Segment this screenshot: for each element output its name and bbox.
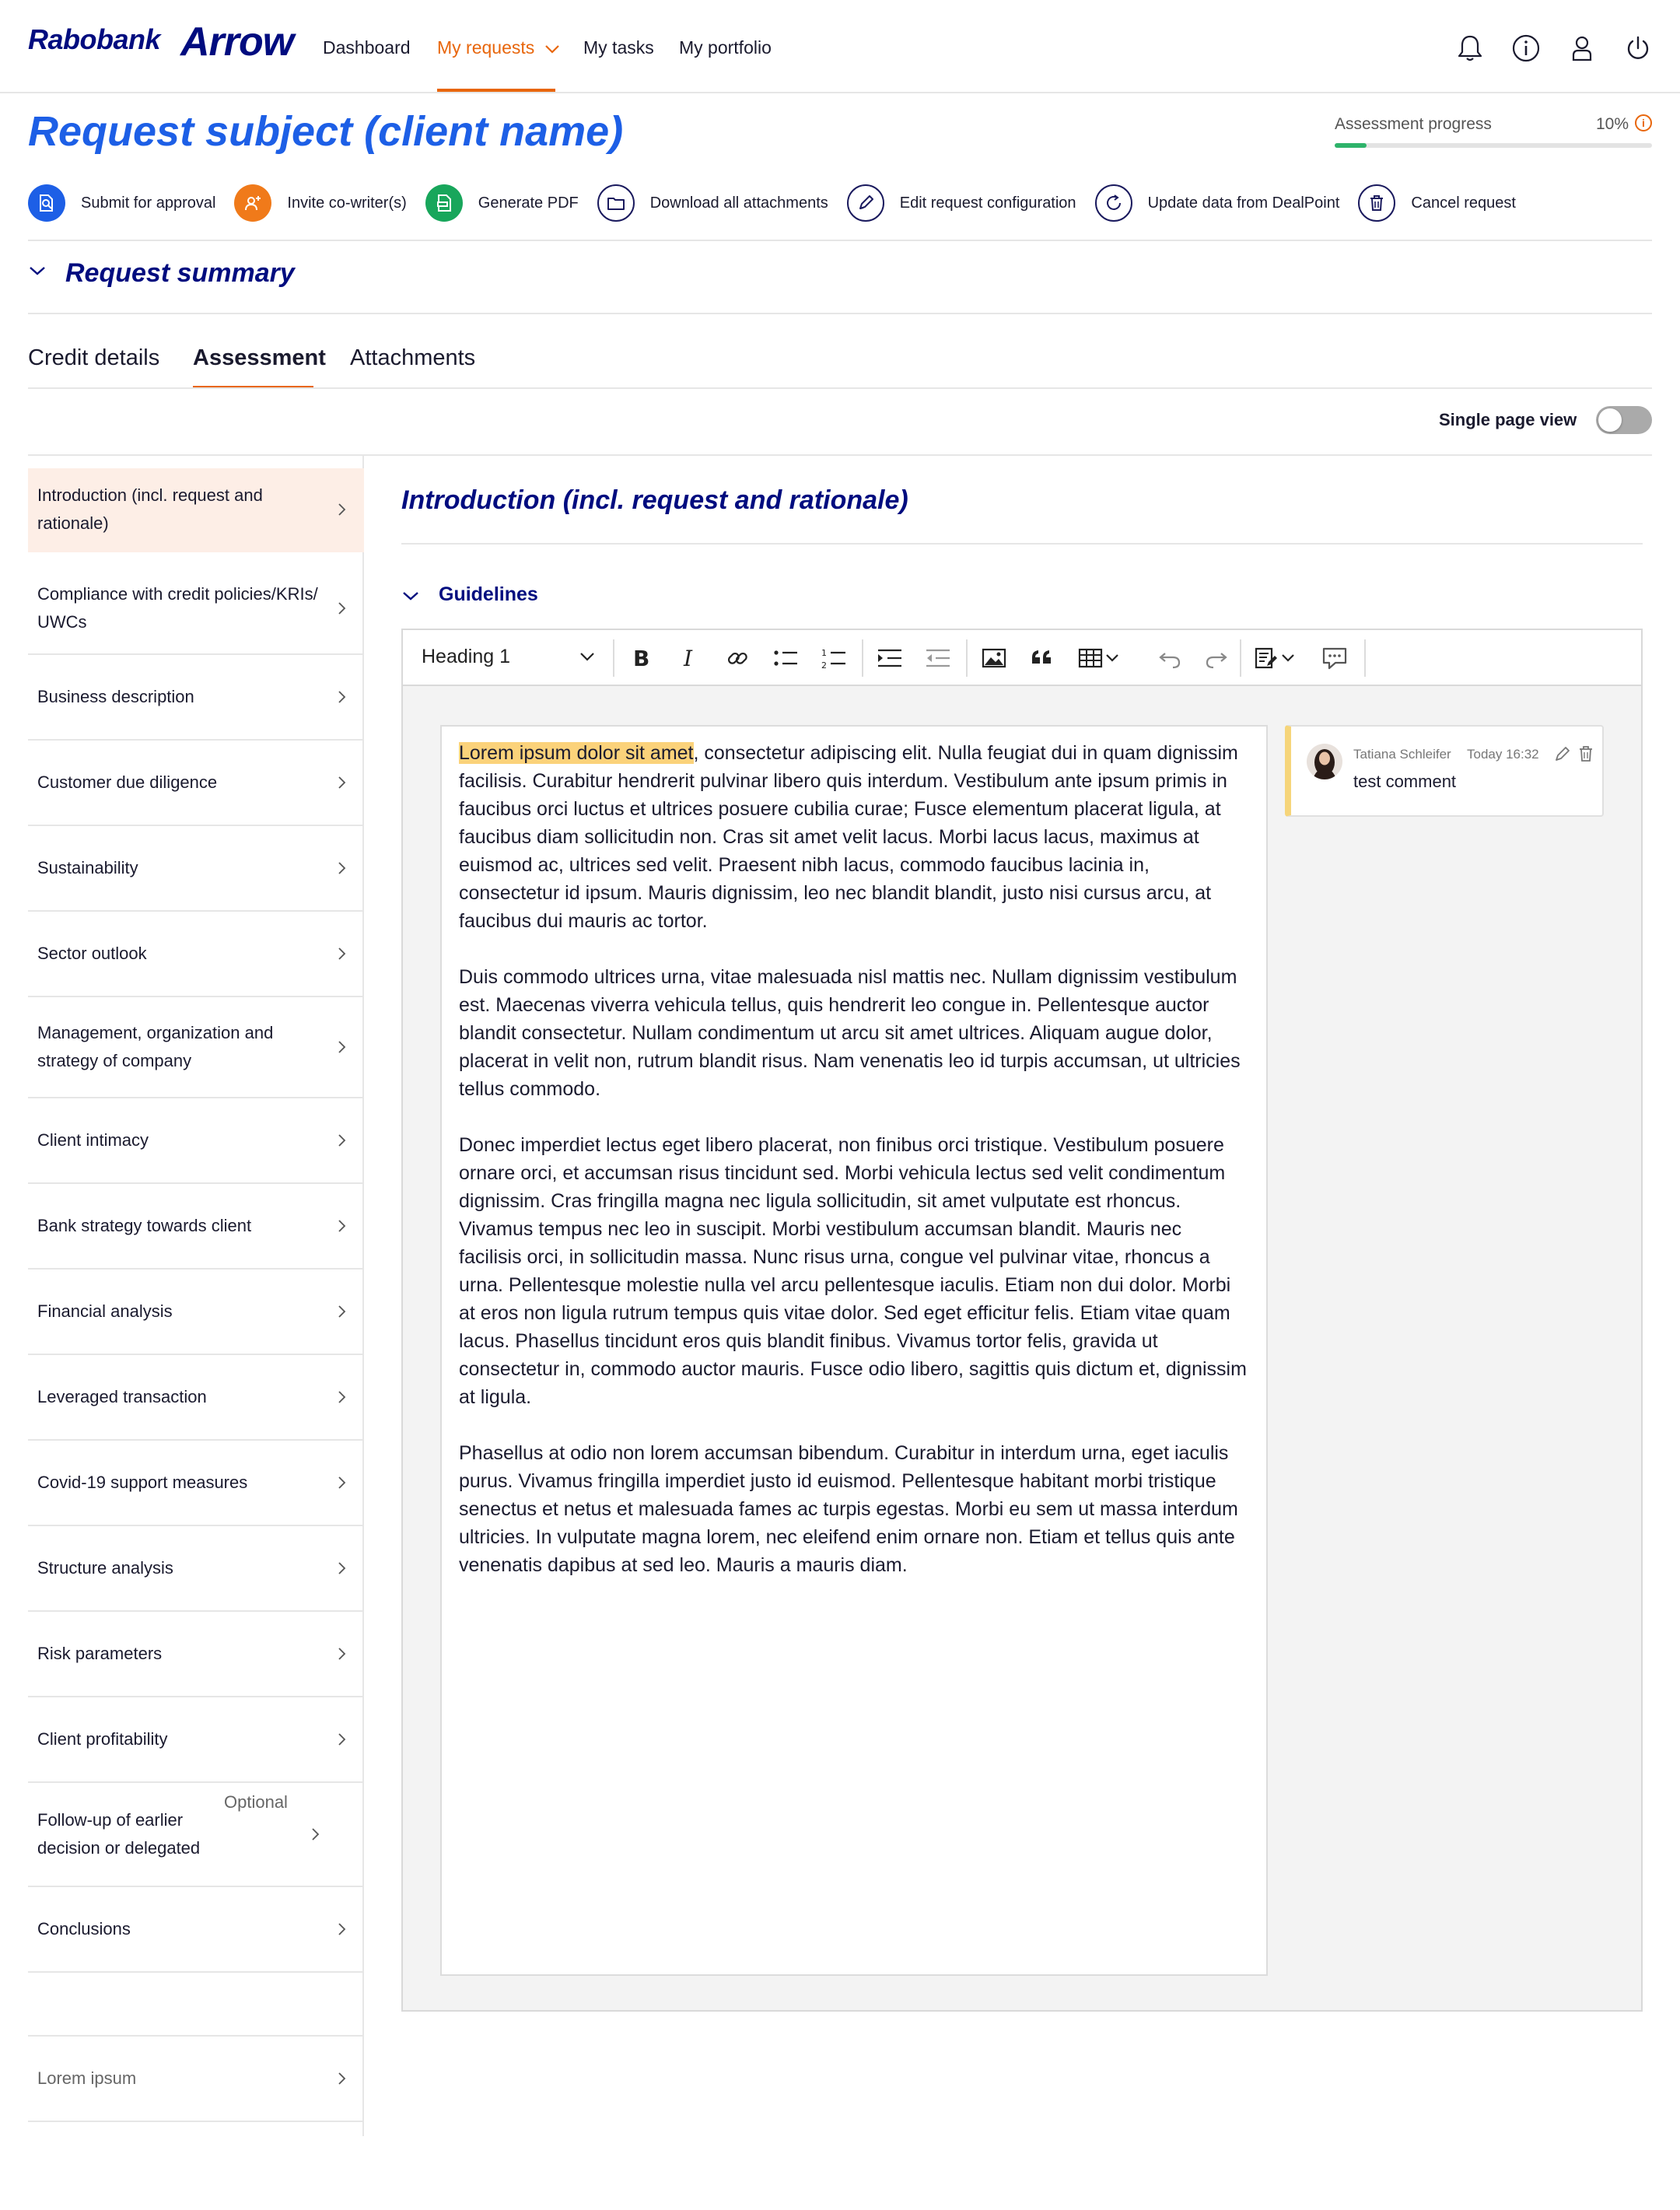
divider [401, 543, 1643, 545]
sidebar-item-label: Customer due diligence [37, 772, 218, 792]
request-actions-toolbar [28, 184, 1535, 222]
heading-select[interactable]: Heading 1 [422, 646, 510, 667]
download-all-attachments-button[interactable] [597, 184, 828, 222]
sidebar-item-leveraged-transaction[interactable] [28, 1355, 364, 1441]
chevron-right-icon [334, 947, 348, 961]
generate-pdf-label: Generate PDF [478, 194, 579, 212]
toolbar-separator [862, 639, 863, 677]
invite-icon [234, 184, 271, 222]
sidebar-item-label: Sector outlook [37, 944, 147, 963]
progress-bar [1335, 143, 1652, 148]
nav-dashboard[interactable]: Dashboard [323, 37, 411, 58]
pencil-icon[interactable] [1552, 744, 1573, 764]
download-all-attachments-label: Download all attachments [649, 194, 828, 212]
divider [28, 240, 1652, 241]
sidebar-item-sustainability[interactable] [28, 826, 364, 912]
svg-text:1: 1 [821, 648, 827, 658]
editor-toolbar [403, 630, 1641, 686]
top-navigation [0, 0, 1680, 93]
sidebar-item-financial-analysis[interactable] [28, 1270, 364, 1355]
outdent-icon[interactable] [922, 643, 954, 674]
sidebar-item-client-intimacy[interactable] [28, 1098, 364, 1184]
rich-text-editor [401, 629, 1643, 2012]
sidebar-item-label: Client profitability [37, 1729, 168, 1749]
chevron-right-icon [334, 2072, 348, 2086]
chevron-right-icon [334, 690, 348, 704]
chevron-right-icon [334, 1732, 348, 1746]
sidebar-item-structure-analysis[interactable] [28, 1526, 364, 1612]
sidebar-item-label: Conclusions [37, 1919, 131, 1939]
sidebar-item-compliance[interactable] [28, 563, 364, 655]
progress-bar-fill [1335, 143, 1367, 148]
divider [28, 387, 1652, 389]
table-icon[interactable] [1075, 643, 1106, 674]
comment-time: Today 16:32 [1467, 747, 1539, 762]
chevron-right-icon [334, 503, 348, 517]
toolbar-separator [1364, 639, 1366, 677]
bold-icon[interactable] [625, 643, 656, 674]
comment-icon[interactable] [1319, 643, 1350, 674]
trash-icon[interactable] [1576, 744, 1596, 764]
tab-assessment[interactable]: Assessment [193, 345, 326, 370]
nav-my-requests-label: My requests [437, 37, 535, 58]
edit-request-configuration-button[interactable] [847, 184, 1076, 222]
optional-badge: Optional [224, 1792, 288, 1812]
sidebar-item-label: Client intimacy [37, 1130, 149, 1150]
chevron-down-icon[interactable] [28, 264, 47, 281]
sidebar-item-label: Risk parameters [37, 1644, 163, 1663]
chevron-down-icon[interactable] [1103, 643, 1122, 674]
tab-attachments[interactable]: Attachments [350, 345, 476, 370]
update-from-dealpoint-label: Update data from DealPoint [1147, 194, 1340, 212]
power-icon[interactable] [1621, 31, 1655, 65]
blockquote-icon[interactable] [1027, 643, 1058, 674]
cancel-request-label: Cancel request [1411, 194, 1516, 212]
divider [28, 313, 1652, 314]
single-page-view-label: Single page view [1439, 410, 1577, 429]
sidebar-item-empty [28, 1973, 364, 2037]
request-summary-toggle[interactable]: Request summary [65, 258, 295, 288]
chevron-right-icon [334, 1922, 348, 1936]
chevron-right-icon [334, 1476, 348, 1490]
sidebar-item-label: Structure analysis [37, 1558, 173, 1578]
invite-co-writers-button[interactable] [234, 184, 406, 222]
bulleted-list-icon[interactable] [770, 643, 801, 674]
svg-text:B: B [633, 646, 650, 670]
chevron-right-icon [334, 1040, 348, 1054]
folder-icon [597, 184, 635, 222]
pdf-icon [425, 184, 463, 222]
rabobank-logo[interactable]: Rabobank [28, 23, 161, 55]
sidebar-item-lorem-ipsum[interactable] [28, 2037, 364, 2122]
sidebar-item-label: Financial analysis [37, 1301, 173, 1321]
chevron-down-icon[interactable] [401, 590, 420, 606]
edit-request-configuration-label: Edit request configuration [899, 194, 1076, 212]
chevron-down-icon [544, 44, 560, 54]
submit-for-approval-label: Submit for approval [81, 194, 216, 212]
toolbar-separator [613, 639, 614, 677]
sidebar-item-label: Leveraged transaction [37, 1387, 207, 1406]
comment-text: test comment [1353, 772, 1457, 791]
sidebar-item-client-profitability[interactable] [28, 1697, 364, 1783]
toolbar-separator [966, 639, 968, 677]
update-from-dealpoint-button[interactable] [1095, 184, 1340, 222]
chevron-right-icon [334, 1305, 348, 1319]
numbered-list-icon[interactable] [818, 643, 849, 674]
chevron-right-icon [334, 601, 348, 615]
submit-for-approval-button[interactable] [28, 184, 215, 222]
undo-icon[interactable] [1154, 643, 1185, 674]
chevron-right-icon [308, 1827, 322, 1841]
image-icon[interactable] [978, 643, 1010, 674]
app-name[interactable]: Arrow [180, 19, 294, 65]
sidebar-item-bank-strategy[interactable] [28, 1184, 364, 1270]
sidebar-item-covid-measures[interactable] [28, 1441, 364, 1526]
chevron-right-icon [334, 1219, 348, 1233]
chevron-right-icon [334, 1561, 348, 1575]
paragraph: Duis commodo ultrices urna, vitae malesuada nisl mattis nec. Nullam dignissim vestibulum est. Maecenas viverra vehicula tellus, quis hendrerit leo congue in. Pellentesque auctor blandit consectetur. Nullam condimentum ut arcu sit amet ultrices. Aliquam augue dolor, placerat in velit non, rutrum blandit risus. Nam venenatis leo id turpis accumsan, ut ultricies tellus commodo. [459, 966, 1241, 1100]
sidebar-item-customer-due-diligence[interactable] [28, 741, 364, 826]
svg-text:2: 2 [821, 660, 827, 670]
sidebar-item-introduction[interactable] [28, 468, 364, 552]
paragraph: Donec imperdiet lectus eget libero placerat, non finibus orci tristique. Vestibulum posuere ornare orci, et accumsan risus tincidunt sed. Morbi vehicula lectus sed velit condimentum dignissim. Cras fringilla magna nec ligula sollicitudin, sit amet vulputate est rhoncus. Vivamus tempus nec leo in suscipit. Morbi vestibulum accumsan blandit. Mauris nec facilisis orci, in sollicitudin massa. Nunc risus urna, congue vel pulvinar vitae, rhoncus a urna. Pellentesque molestie nulla vel arcu pellentesque iaculis. Etiam non dui dolor. Morbi at eros non ligula rutrum tempus quis vitae dolor. Sed eget efficitur felis. Etiam vitae quam lacus. Phasellus tincidunt eros quis blandit finibus. Vivamus tortor felis, gravida ut consectetur in, commodo auctor mauris. Fusce odio libero, sagittis quis dictum et, dignissim at ligula. [459, 1134, 1247, 1408]
user-icon[interactable] [1565, 31, 1599, 65]
paragraph-text: , consectetur adipiscing elit. Nulla feugiat dui in quam dignissim facilisis. Curabitur hendrerit pulvinar libero quis interdum. Vestibulum ante ipsum primis in faucibus orci luctus et ultrices posuere cubilia curae; Fusce elementum placerat ligula, at faucibus diam sollicitudin non. Cras sit amet velit lacus. Morbi lacus lacus, maximus at euismod ac, ultrices sed velit. Praesent nibh lacus, commodo faucibus lacinia in, consectetur id ipsum. Mauris dignissim, leo nec blandit blandit, justo nisi cursus arcu, at faucibus dui mauris ac tortor. [459, 742, 1238, 932]
nav-my-requests[interactable] [437, 37, 560, 58]
nav-my-portfolio[interactable]: My portfolio [679, 37, 772, 58]
indent-icon[interactable] [874, 643, 905, 674]
sidebar-item-label: Introduction (incl. request and rationale) [37, 485, 263, 533]
info-icon[interactable] [1509, 31, 1543, 65]
chevron-right-icon [334, 861, 348, 875]
toolbar-separator [1240, 639, 1241, 677]
sidebar-item-label: Lorem ipsum [37, 2068, 137, 2088]
guidelines-toggle[interactable]: Guidelines [439, 583, 538, 605]
comment-author: Tatiana Schleifer [1353, 747, 1451, 762]
sidebar-item-label: Sustainability [37, 858, 138, 877]
sidebar-item-label: Compliance with credit policies/KRIs/ UWCs [37, 584, 318, 632]
chevron-down-icon[interactable] [1279, 643, 1297, 674]
sidebar-item-business-description[interactable] [28, 655, 364, 741]
redo-icon[interactable] [1201, 643, 1232, 674]
sidebar-item-management[interactable] [28, 997, 364, 1098]
link-icon[interactable] [722, 643, 753, 674]
italic-icon[interactable] [674, 643, 705, 674]
chevron-down-icon[interactable] [579, 650, 596, 663]
pencil-icon [847, 184, 884, 222]
progress-value: 10% [1596, 115, 1629, 133]
sidebar-item-follow-up[interactable] [28, 1783, 364, 1887]
section-sidebar [28, 456, 364, 2136]
commented-text-highlight[interactable]: Lorem ipsum dolor sit amet [459, 742, 694, 764]
tab-credit-details[interactable]: Credit details [28, 345, 160, 370]
single-page-view-toggle[interactable] [1596, 406, 1652, 434]
comment-card[interactable] [1285, 725, 1604, 817]
page-title: Request subject (client name) [28, 108, 624, 155]
paragraph: Phasellus at odio non lorem accumsan bibendum. Curabitur in interdum urna, eget iaculis purus. Vivamus fringilla imperdiet justo id euismod. Pellentesque habitant morbi tristique senectus et netus et malesuada fames ac turpis egestas. Morbi eu sem ut massa interdum ultricies. In vulputate magna lorem, nec eleifend enim ornare non. Etiam et tellus quis ante venenatis dapibus at sed leo. Mauris a mauris diam. [459, 1442, 1238, 1576]
cancel-request-button[interactable] [1358, 184, 1516, 222]
avatar [1307, 744, 1342, 779]
invite-co-writers-label: Invite co-writer(s) [287, 194, 407, 212]
sidebar-item-sector-outlook[interactable] [28, 912, 364, 997]
chevron-right-icon [334, 776, 348, 790]
chevron-right-icon [334, 1390, 348, 1404]
svg-text:I: I [684, 646, 693, 670]
document-body[interactable] [440, 725, 1268, 1976]
track-changes-icon[interactable] [1251, 643, 1282, 674]
nav-active-underline [437, 89, 555, 92]
sidebar-item-risk-parameters[interactable] [28, 1612, 364, 1697]
progress-label: Assessment progress [1335, 115, 1492, 133]
sidebar-item-label: Follow-up of earlier decision or delegated [37, 1810, 201, 1858]
sidebar-item-label: Covid-19 support measures [37, 1473, 248, 1492]
paragraph [459, 739, 1249, 935]
chevron-right-icon [334, 1133, 348, 1147]
nav-my-tasks[interactable]: My tasks [583, 37, 654, 58]
bell-icon[interactable] [1453, 31, 1487, 65]
progress-info-icon[interactable]: i [1635, 114, 1652, 131]
toggle-knob [1598, 408, 1622, 432]
sidebar-item-label: Business description [37, 687, 194, 706]
sidebar-item-label: Management, organization and strategy of company [37, 1023, 274, 1070]
sidebar-item-label: Bank strategy towards client [37, 1216, 252, 1235]
submit-icon [28, 184, 65, 222]
sidebar-item-conclusions[interactable] [28, 1887, 364, 1973]
refresh-icon [1095, 184, 1132, 222]
trash-icon [1358, 184, 1395, 222]
generate-pdf-button[interactable] [425, 184, 579, 222]
chevron-right-icon [334, 1647, 348, 1661]
section-title: Introduction (incl. request and rationale) [401, 485, 908, 515]
